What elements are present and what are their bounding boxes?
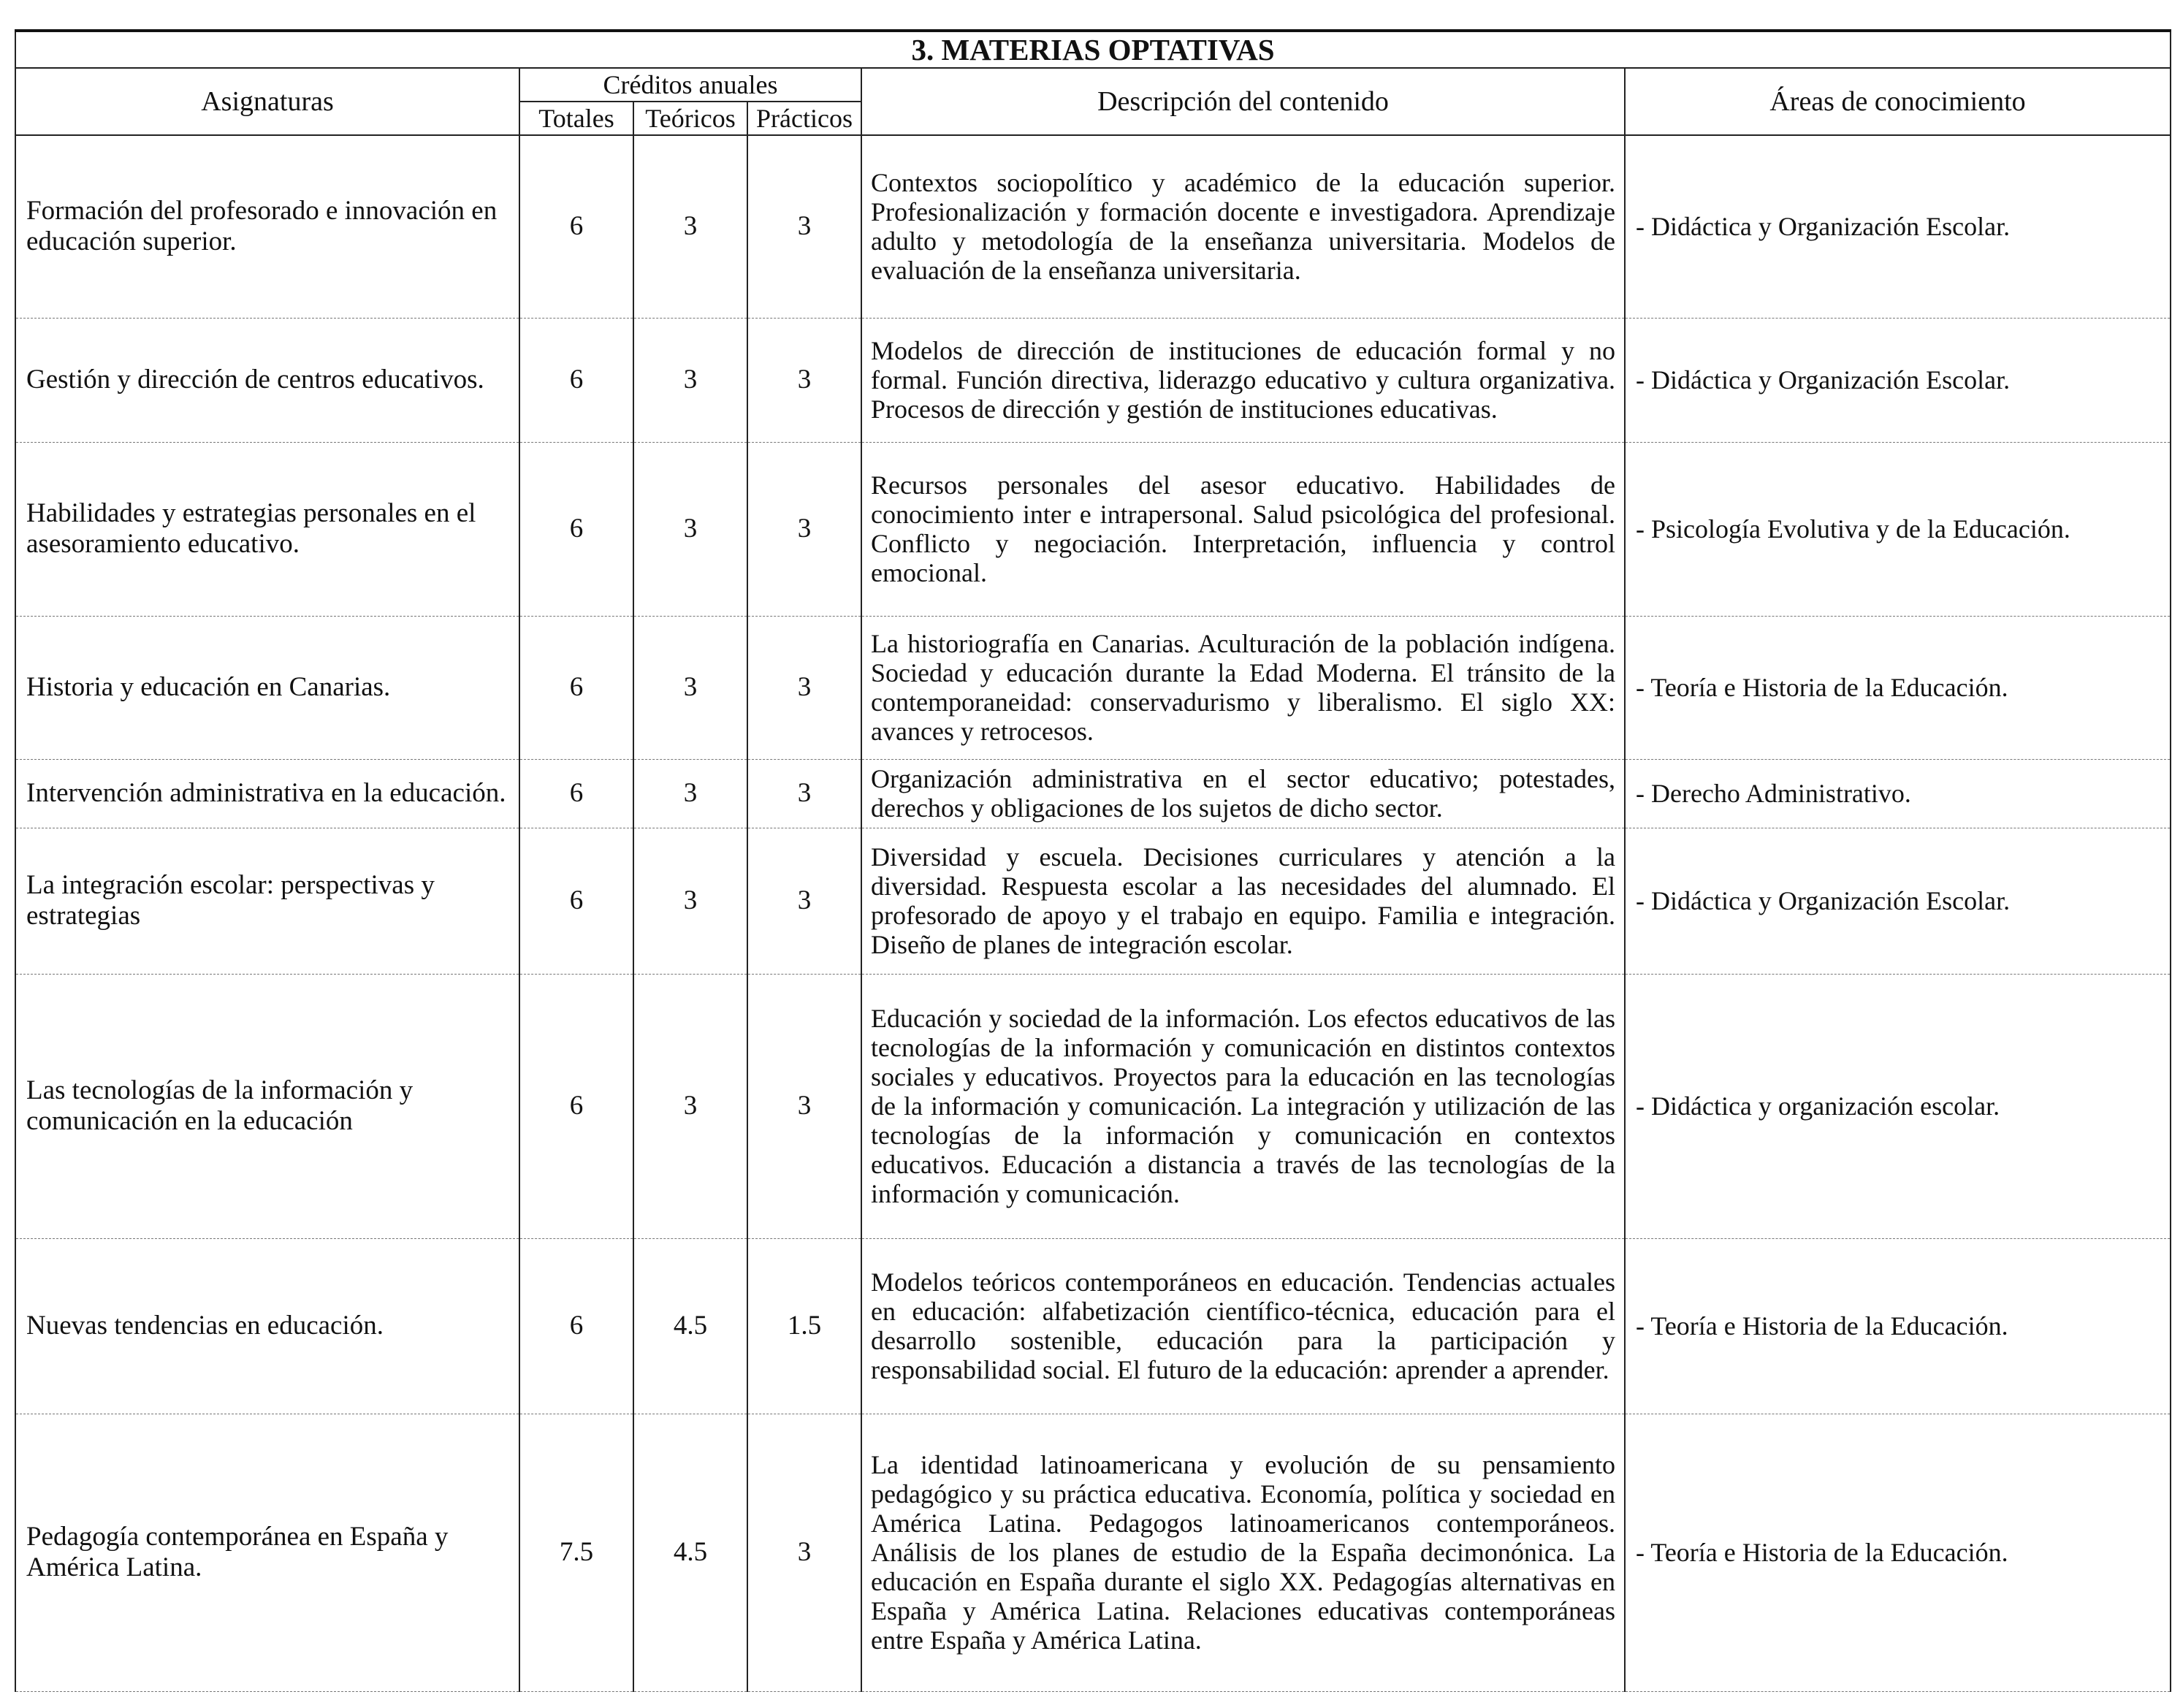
totals-cell: 6 [519,974,633,1238]
description-cell: Recursos personales del asesor educativo. Habilidades de conocimiento inter e intrapersonal. Salud psicológica del profesional. Conflicto y negociación. Interpretación, influencia y control emocional. [861,442,1625,616]
theoretical-cell: 3 [633,135,747,318]
table-row [15,1238,2171,1414]
totals-cell: 6 [519,616,633,759]
description-cell: Modelos de dirección de instituciones de educación formal y no formal. Función directiva, liderazgo educativo y cultura organizativa. Procesos de dirección y gestión de instituciones educativas. [861,318,1625,442]
area-cell: - Didáctica y Organización Escolar. [1625,135,2171,318]
description-cell: Organización administrativa en el sector educativo; potestades, derechos y obligaciones de los sujetos de dicho sector. [861,759,1625,828]
header-description: Descripción del contenido [861,68,1625,135]
subject-cell: Pedagogía contemporánea en España y América Latina. [15,1414,519,1691]
practical-cell: 3 [747,1414,861,1691]
optional-subjects-document [15,29,2170,1692]
subject-cell: Gestión y dirección de centros educativos. [15,318,519,442]
totals-cell: 6 [519,442,633,616]
header-subject: Asignaturas [15,68,519,135]
area-cell: - Didáctica y Organización Escolar. [1625,828,2171,974]
area-cell: - Teoría e Historia de la Educación. [1625,616,2171,759]
description-cell: Diversidad y escuela. Decisiones curriculares y atención a la diversidad. Respuesta escolar a las necesidades del alumnado. El profesorado de apoyo y el trabajo en equipo. Familia e integración. Diseño de planes de integración escolar. [861,828,1625,974]
theoretical-cell: 3 [633,828,747,974]
theoretical-cell: 4.5 [633,1238,747,1414]
subject-cell: Nuevas tendencias en educación. [15,1238,519,1414]
area-cell: - Teoría e Historia de la Educación. [1625,1238,2171,1414]
theoretical-cell: 3 [633,974,747,1238]
area-cell: - Didáctica y organización escolar. [1625,974,2171,1238]
table-title: 3. MATERIAS OPTATIVAS [15,31,2171,68]
totals-cell: 6 [519,318,633,442]
subject-cell: La integración escolar: perspectivas y estrategias [15,828,519,974]
practical-cell: 3 [747,828,861,974]
subject-cell: Las tecnologías de la información y comunicación en la educación [15,974,519,1238]
theoretical-cell: 3 [633,442,747,616]
theoretical-cell: 3 [633,318,747,442]
theoretical-cell: 3 [633,759,747,828]
subject-cell: Formación del profesorado e innovación en educación superior. [15,135,519,318]
area-cell: - Didáctica y Organización Escolar. [1625,318,2171,442]
table-row [15,135,2171,318]
description-cell: Contextos sociopolítico y académico de la educación superior. Profesionalización y formación docente e investigadora. Aprendizaje adulto y metodología de la enseñanza universitaria. Modelos de evaluación de la enseñanza universitaria. [861,135,1625,318]
table-row [15,828,2171,974]
theoretical-cell: 4.5 [633,1414,747,1691]
header-theoretical: Teóricos [633,102,747,135]
table-row [15,1414,2171,1691]
description-cell: La historiografía en Canarias. Aculturación de la población indígena. Sociedad y educación durante la Edad Moderna. El tránsito de la contemporaneidad: conservadurismo y liberalismo. El siglo XX: avances y retrocesos. [861,616,1625,759]
theoretical-cell: 3 [633,616,747,759]
totals-cell: 6 [519,1238,633,1414]
area-cell: - Derecho Administrativo. [1625,759,2171,828]
practical-cell: 3 [747,759,861,828]
practical-cell: 1.5 [747,1238,861,1414]
totals-cell: 6 [519,135,633,318]
table-row [15,318,2171,442]
totals-cell: 6 [519,828,633,974]
optional-subjects-table [15,29,2171,1692]
subject-cell: Intervención administrativa en la educación. [15,759,519,828]
header-credits-group: Créditos anuales [519,68,861,102]
table-row [15,616,2171,759]
practical-cell: 3 [747,318,861,442]
totals-cell: 7.5 [519,1414,633,1691]
area-cell: - Psicología Evolutiva y de la Educación. [1625,442,2171,616]
subject-cell: Historia y educación en Canarias. [15,616,519,759]
table-row [15,974,2171,1238]
description-cell: Educación y sociedad de la información. Los efectos educativos de las tecnologías de la información y comunicación en distintos contextos sociales y educativos. Proyectos para la educación en las tecnologías de la información y comunicación. La integración y utilización de las tecnologías de la información y comunicación en contextos educativos. Educación a distancia a través de las tecnologías de la información y comunicación. [861,974,1625,1238]
table-row [15,442,2171,616]
practical-cell: 3 [747,135,861,318]
totals-cell: 6 [519,759,633,828]
practical-cell: 3 [747,616,861,759]
description-cell: La identidad latinoamericana y evolución de su pensamiento pedagógico y su práctica educativa. Economía, política y sociedad en América Latina. Pedagogos latinoamericanos contemporáneos. Análisis de los planes de estudio de la España decimonónica. La educación en España durante el siglo XX. Pedagogías alternativas en España y América Latina. Relaciones educativas contemporáneas entre España y América Latina. [861,1414,1625,1691]
practical-cell: 3 [747,442,861,616]
table-row [15,759,2171,828]
subject-cell: Habilidades y estrategias personales en el asesoramiento educativo. [15,442,519,616]
area-cell: - Teoría e Historia de la Educación. [1625,1414,2171,1691]
header-practical: Prácticos [747,102,861,135]
header-totals: Totales [519,102,633,135]
description-cell: Modelos teóricos contemporáneos en educación. Tendencias actuales en educación: alfabetización científico-técnica, educación para el desarrollo sostenible, educación para la participación y responsabilidad social. El futuro de la educación: aprender a aprender. [861,1238,1625,1414]
practical-cell: 3 [747,974,861,1238]
header-areas: Áreas de conocimiento [1625,68,2171,135]
